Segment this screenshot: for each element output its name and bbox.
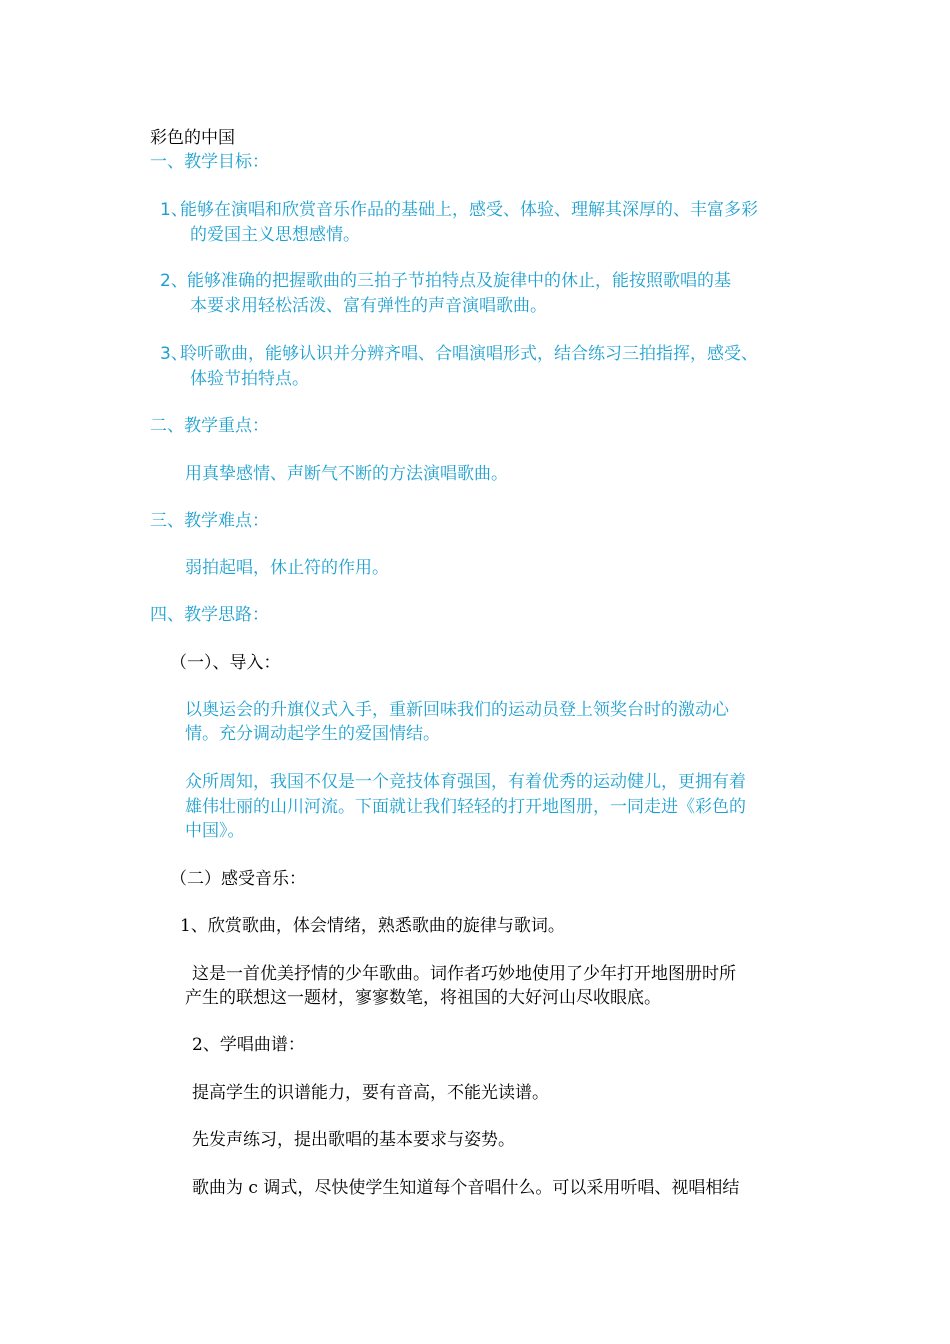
intro-para-2-line-2: 雄伟壮丽的山川河流。下面就让我们轻轻的打开地图册，一同走进《彩色的 xyxy=(185,797,746,817)
music-para-2: 提高学生的识谱能力，要有音高，不能光读谱。 xyxy=(192,1083,549,1103)
section-2-body: 用真挚感情、声断气不断的方法演唱歌曲。 xyxy=(185,464,508,484)
objective-3-line-1: 聆听歌曲，能够认识并分辨齐唱、合唱演唱形式，结合练习三拍指挥，感受、 xyxy=(180,344,758,364)
subsection-2-heading: （二）感受音乐： xyxy=(170,869,306,889)
step-2-label: 2、学唱曲谱： xyxy=(192,1035,305,1055)
step-1-label: 1、欣赏歌曲，体会情绪，熟悉歌曲的旋律与歌词。 xyxy=(180,916,565,936)
music-para-3: 先发声练习，提出歌唱的基本要求与姿势。 xyxy=(192,1130,515,1150)
intro-para-2-line-3: 中国》。 xyxy=(185,821,245,841)
document-title: 彩色的中国 xyxy=(150,128,235,148)
subsection-1-heading: （一）、导入： xyxy=(170,653,281,673)
intro-para-1-line-2: 情。充分调动起学生的爱国情结。 xyxy=(185,724,440,744)
section-2-heading: 二、教学重点： xyxy=(150,416,269,436)
intro-para-1-line-1: 以奥运会的升旗仪式入手，重新回味我们的运动员登上领奖台时的激动心 xyxy=(185,700,729,720)
music-para-1-line-1: 这是一首优美抒情的少年歌曲。词作者巧妙地使用了少年打开地图册时所 xyxy=(192,964,736,984)
section-4-heading: 四、教学思路： xyxy=(150,605,269,625)
objective-2-line-1: 能够准确的把握歌曲的三拍子节拍特点及旋律中的休止，能按照歌唱的基 xyxy=(187,271,731,291)
section-3-body: 弱拍起唱，休止符的作用。 xyxy=(185,558,389,578)
objective-3-number: 3、 xyxy=(160,344,188,364)
section-3-heading: 三、教学难点： xyxy=(150,511,269,531)
objective-3-line-2: 体验节拍特点。 xyxy=(190,369,309,389)
music-para-4: 歌曲为 c 调式，尽快使学生知道每个音唱什么。可以采用听唱、视唱相结 xyxy=(192,1178,740,1198)
objective-2-line-2: 本要求用轻松活泼、富有弹性的声音演唱歌曲。 xyxy=(190,296,547,316)
objective-2-number: 2、 xyxy=(160,271,188,291)
intro-para-2-line-1: 众所周知，我国不仅是一个竞技体育强国，有着优秀的运动健儿，更拥有着 xyxy=(185,772,746,792)
section-1-heading: 一、教学目标： xyxy=(150,152,269,172)
objective-1-line-1: 能够在演唱和欣赏音乐作品的基础上，感受、体验、理解其深厚的、丰富多彩 xyxy=(180,200,758,220)
objective-1-number: 1、 xyxy=(160,200,188,220)
music-para-1-line-2: 产生的联想这一题材，寥寥数笔，将祖国的大好河山尽收眼底。 xyxy=(185,988,661,1008)
objective-1-line-2: 的爱国主义思想感情。 xyxy=(190,225,360,245)
